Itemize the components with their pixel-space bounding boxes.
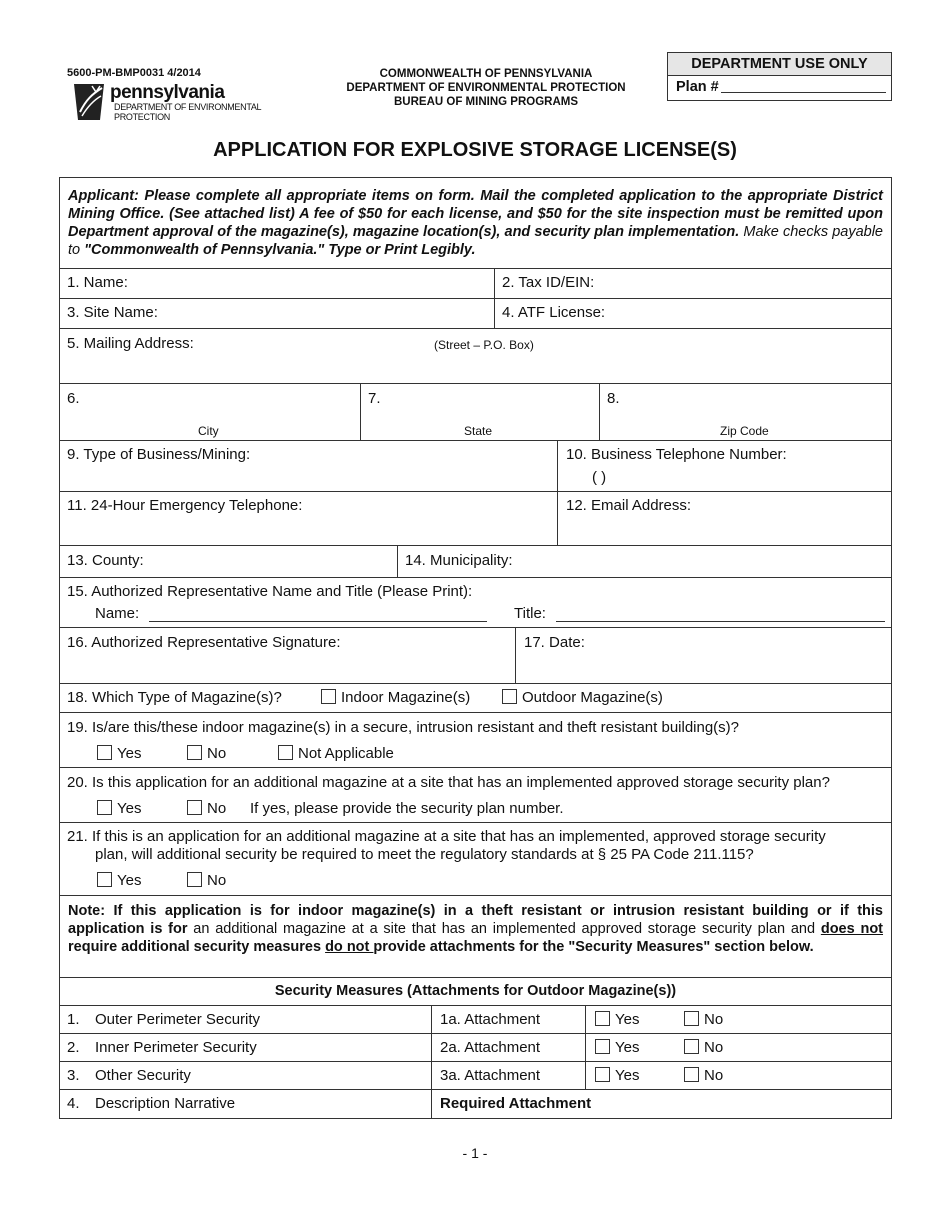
agency-line-3: BUREAU OF MINING PROGRAMS bbox=[394, 96, 578, 108]
state-hint: State bbox=[464, 424, 493, 438]
q20-yes-checkbox[interactable] bbox=[97, 800, 112, 815]
security-row-3-number: 3. bbox=[67, 1067, 80, 1084]
pa-dep-logo bbox=[70, 82, 270, 124]
agency-line-2: DEPARTMENT OF ENVIRONMENTAL PROTECTION bbox=[346, 82, 626, 94]
question-21-line-1: 21. If this is an application for an additional magazine at a site that has an implemented, approved storage security bbox=[67, 828, 826, 845]
security-row-2-number: 2. bbox=[67, 1039, 80, 1056]
question-20-label: 20. Is this application for an additional magazine at a site that has an implemented approved storage security plan? bbox=[67, 774, 830, 791]
q20-hint: If yes, please provide the security plan number. bbox=[250, 800, 564, 817]
q19-na-label: Not Applicable bbox=[298, 745, 394, 762]
security-row-2 bbox=[60, 1034, 891, 1062]
row-name-tax bbox=[60, 269, 891, 299]
q20-no-option[interactable] bbox=[187, 800, 226, 817]
q19-yes-label: Yes bbox=[117, 745, 142, 762]
q19-na-option[interactable] bbox=[278, 745, 394, 762]
name-field[interactable] bbox=[60, 269, 494, 298]
security-row-3-label: Other Security bbox=[95, 1067, 191, 1084]
note-bold-2: require additional security measures bbox=[68, 939, 326, 955]
zip-code-field[interactable] bbox=[599, 384, 891, 440]
security-row-4-attachment-cell bbox=[431, 1090, 891, 1118]
state-field[interactable] bbox=[360, 384, 599, 440]
security-row-4-attachment: Required Attachment bbox=[440, 1095, 592, 1112]
zip-number: 8. bbox=[607, 390, 620, 407]
security-row-3-attachment-cell bbox=[431, 1062, 585, 1089]
department-use-box bbox=[667, 52, 892, 101]
security-row-4-label: Description Narrative bbox=[95, 1095, 236, 1112]
atf-license-field[interactable] bbox=[494, 299, 891, 328]
row-emergency-email bbox=[60, 492, 891, 546]
department-use-title: DEPARTMENT USE ONLY bbox=[668, 53, 891, 76]
security-row-1-yes[interactable] bbox=[595, 1011, 639, 1028]
logo-department: DEPARTMENT OF ENVIRONMENTAL PROTECTION bbox=[114, 102, 261, 122]
rep-name-input[interactable] bbox=[149, 621, 487, 622]
city-hint: City bbox=[198, 424, 219, 438]
q19-na-checkbox[interactable] bbox=[278, 745, 293, 760]
tax-id-label: 2. Tax ID/EIN: bbox=[502, 274, 595, 291]
security-row-2-yes-checkbox[interactable] bbox=[595, 1039, 610, 1054]
security-row-2-no-label: No bbox=[704, 1039, 724, 1056]
email-label: 12. Email Address: bbox=[566, 497, 692, 514]
security-row-3-no-checkbox[interactable] bbox=[684, 1067, 699, 1082]
security-row-1-number: 1. bbox=[67, 1011, 80, 1028]
site-name-field[interactable] bbox=[60, 299, 494, 328]
security-row-1-no-label: No bbox=[704, 1011, 724, 1028]
form-number: 5600-PM-BMP0031 4/2014 bbox=[67, 67, 201, 79]
application-form bbox=[59, 177, 892, 1119]
security-measures-heading-row bbox=[60, 978, 891, 1006]
signature-label: 16. Authorized Representative Signature: bbox=[67, 634, 341, 651]
note-bold-3: provide attachments for the "Security Measures" section below. bbox=[373, 939, 814, 955]
rep-title-input[interactable] bbox=[556, 621, 885, 622]
zip-hint: Zip Code bbox=[720, 424, 769, 438]
authorized-representative-row bbox=[60, 578, 891, 628]
atf-license-label: 4. ATF License: bbox=[502, 304, 606, 321]
signature-field[interactable] bbox=[60, 628, 515, 683]
name-label: 1. Name: bbox=[67, 274, 128, 291]
security-row-1-yes-checkbox[interactable] bbox=[595, 1011, 610, 1026]
question-19-row bbox=[60, 713, 891, 768]
indoor-magazine-checkbox[interactable] bbox=[321, 689, 336, 704]
state-number: 7. bbox=[368, 390, 381, 407]
q21-no-checkbox[interactable] bbox=[187, 872, 202, 887]
county-field[interactable] bbox=[60, 546, 397, 577]
q21-yes-label: Yes bbox=[117, 872, 142, 889]
security-row-2-options bbox=[585, 1034, 891, 1061]
security-row-1-no-checkbox[interactable] bbox=[684, 1011, 699, 1026]
authorized-rep-label: 15. Authorized Representative Name and Title (Please Print): bbox=[67, 583, 473, 600]
security-row-4 bbox=[60, 1090, 891, 1118]
page-number: - 1 - bbox=[462, 1145, 488, 1161]
security-row-3-no[interactable] bbox=[684, 1067, 723, 1084]
q19-no-option[interactable] bbox=[187, 745, 226, 762]
security-row-1-label: Outer Perimeter Security bbox=[95, 1011, 261, 1028]
note-plain-1: an additional magazine at a site that has an implemented approved storage security plan and bbox=[187, 921, 821, 937]
business-phone-area-code: ( ) bbox=[592, 469, 607, 486]
outdoor-magazine-option[interactable] bbox=[502, 689, 663, 706]
magazine-type-row bbox=[60, 684, 891, 713]
q19-yes-checkbox[interactable] bbox=[97, 745, 112, 760]
row-signature-date bbox=[60, 628, 891, 684]
date-field[interactable] bbox=[515, 628, 891, 683]
q21-yes-option[interactable] bbox=[97, 872, 141, 889]
page-title: APPLICATION FOR EXPLOSIVE STORAGE LICENSE(S) bbox=[213, 139, 737, 161]
business-type-field[interactable] bbox=[60, 441, 557, 491]
row-site-atf bbox=[60, 299, 891, 329]
security-row-2-yes-label: Yes bbox=[615, 1039, 640, 1056]
indoor-magazine-label: Indoor Magazine(s) bbox=[341, 689, 471, 706]
security-row-3-yes-label: Yes bbox=[615, 1067, 640, 1084]
rep-name-label: Name: bbox=[95, 605, 140, 622]
security-row-3 bbox=[60, 1062, 891, 1090]
logo-wordmark: pennsylvania bbox=[110, 82, 225, 103]
security-row-4-number: 4. bbox=[67, 1095, 80, 1112]
q21-no-label: No bbox=[207, 872, 227, 889]
plan-number-field[interactable] bbox=[721, 77, 886, 93]
instructions-plain: Make checks payable to bbox=[68, 224, 883, 258]
site-name-label: 3. Site Name: bbox=[67, 304, 158, 321]
mailing-address-field[interactable] bbox=[60, 329, 891, 384]
plan-number-label: Plan # bbox=[676, 79, 719, 95]
question-21-row bbox=[60, 823, 891, 896]
agency-block bbox=[300, 67, 672, 109]
tax-id-field[interactable] bbox=[494, 269, 891, 298]
instructions-bold: Applicant: Please complete all appropriate items on form. Mail the completed application to the appropriate District Mining Office. (See attached list) A fee of $50 for each license, and $50 for the site inspection must be remitted upon Department approval of the magazine(s), magazine location(s), and security plan implementation. bbox=[68, 188, 883, 240]
q20-yes-label: Yes bbox=[117, 800, 142, 817]
security-row-1-attachment-cell bbox=[431, 1006, 585, 1033]
row-city-state-zip bbox=[60, 384, 891, 441]
security-row-3-options bbox=[585, 1062, 891, 1089]
question-19-label: 19. Is/are this/these indoor magazine(s) in a secure, intrusion resistant and theft resistant building(s)? bbox=[67, 719, 740, 736]
q20-no-label: No bbox=[207, 800, 227, 817]
business-phone-label: 10. Business Telephone Number: bbox=[566, 446, 787, 463]
q20-no-checkbox[interactable] bbox=[187, 800, 202, 815]
keystone-logo-icon bbox=[70, 82, 108, 122]
q20-yes-option[interactable] bbox=[97, 800, 141, 817]
q19-no-label: No bbox=[207, 745, 227, 762]
q19-yes-option[interactable] bbox=[97, 745, 141, 762]
business-phone-field[interactable] bbox=[557, 441, 891, 491]
note-block bbox=[60, 896, 891, 978]
plan-number-row bbox=[668, 76, 891, 100]
security-row-1-options bbox=[585, 1006, 891, 1033]
security-row-1-attachment: 1a. Attachment bbox=[440, 1011, 541, 1028]
city-number: 6. bbox=[67, 390, 80, 407]
municipality-field[interactable] bbox=[397, 546, 891, 577]
emergency-phone-label: 11. 24-Hour Emergency Telephone: bbox=[67, 497, 303, 514]
instructions bbox=[60, 178, 891, 269]
security-row-2-no[interactable] bbox=[684, 1039, 723, 1056]
q21-yes-checkbox[interactable] bbox=[97, 872, 112, 887]
security-row-2-attachment-cell bbox=[431, 1034, 585, 1061]
mailing-address-hint: (Street – P.O. Box) bbox=[434, 338, 534, 352]
row-business-phone bbox=[60, 441, 891, 492]
outdoor-magazine-label: Outdoor Magazine(s) bbox=[522, 689, 663, 706]
security-row-3-yes-checkbox[interactable] bbox=[595, 1067, 610, 1082]
business-type-label: 9. Type of Business/Mining: bbox=[67, 446, 251, 463]
note-bold-1: Note: If this application is for indoor magazine(s) in a theft resistant or intrusion resistant building or if this application is for bbox=[68, 903, 883, 937]
q19-no-checkbox[interactable] bbox=[187, 745, 202, 760]
outdoor-magazine-checkbox[interactable] bbox=[502, 689, 517, 704]
security-row-2-yes[interactable] bbox=[595, 1039, 639, 1056]
question-20-row bbox=[60, 768, 891, 823]
instructions-payable: "Commonwealth of Pennsylvania." Type or Print Legibly. bbox=[84, 242, 476, 258]
security-row-1-no[interactable] bbox=[684, 1011, 723, 1028]
magazine-type-label: 18. Which Type of Magazine(s)? bbox=[67, 689, 282, 706]
security-row-2-label: Inner Perimeter Security bbox=[95, 1039, 257, 1056]
mailing-address-label: 5. Mailing Address: bbox=[67, 335, 194, 352]
security-measures-heading: Security Measures (Attachments for Outdoor Magazine(s)) bbox=[274, 983, 677, 999]
question-21-line-2: plan, will additional security be required to meet the regulatory standards at § 25 PA Code 211.115? bbox=[95, 846, 754, 863]
agency-line-1: COMMONWEALTH OF PENNSYLVANIA bbox=[379, 68, 593, 80]
emergency-phone-field[interactable] bbox=[60, 492, 557, 545]
rep-title-label: Title: bbox=[514, 605, 546, 622]
security-row-3-attachment: 3a. Attachment bbox=[440, 1067, 541, 1084]
security-row-1 bbox=[60, 1006, 891, 1034]
municipality-label: 14. Municipality: bbox=[405, 552, 513, 569]
security-row-1-yes-label: Yes bbox=[615, 1011, 640, 1028]
security-row-2-no-checkbox[interactable] bbox=[684, 1039, 699, 1054]
security-row-2-attachment: 2a. Attachment bbox=[440, 1039, 541, 1056]
note-does-not: does not bbox=[820, 921, 884, 937]
security-row-3-no-label: No bbox=[704, 1067, 724, 1084]
note-do-not: do not bbox=[325, 939, 374, 955]
city-field[interactable] bbox=[60, 384, 360, 440]
county-label: 13. County: bbox=[67, 552, 144, 569]
date-label: 17. Date: bbox=[524, 634, 585, 651]
q21-no-option[interactable] bbox=[187, 872, 226, 889]
security-row-3-yes[interactable] bbox=[595, 1067, 639, 1084]
row-county-municipality bbox=[60, 546, 891, 578]
email-field[interactable] bbox=[557, 492, 891, 545]
indoor-magazine-option[interactable] bbox=[321, 689, 470, 706]
